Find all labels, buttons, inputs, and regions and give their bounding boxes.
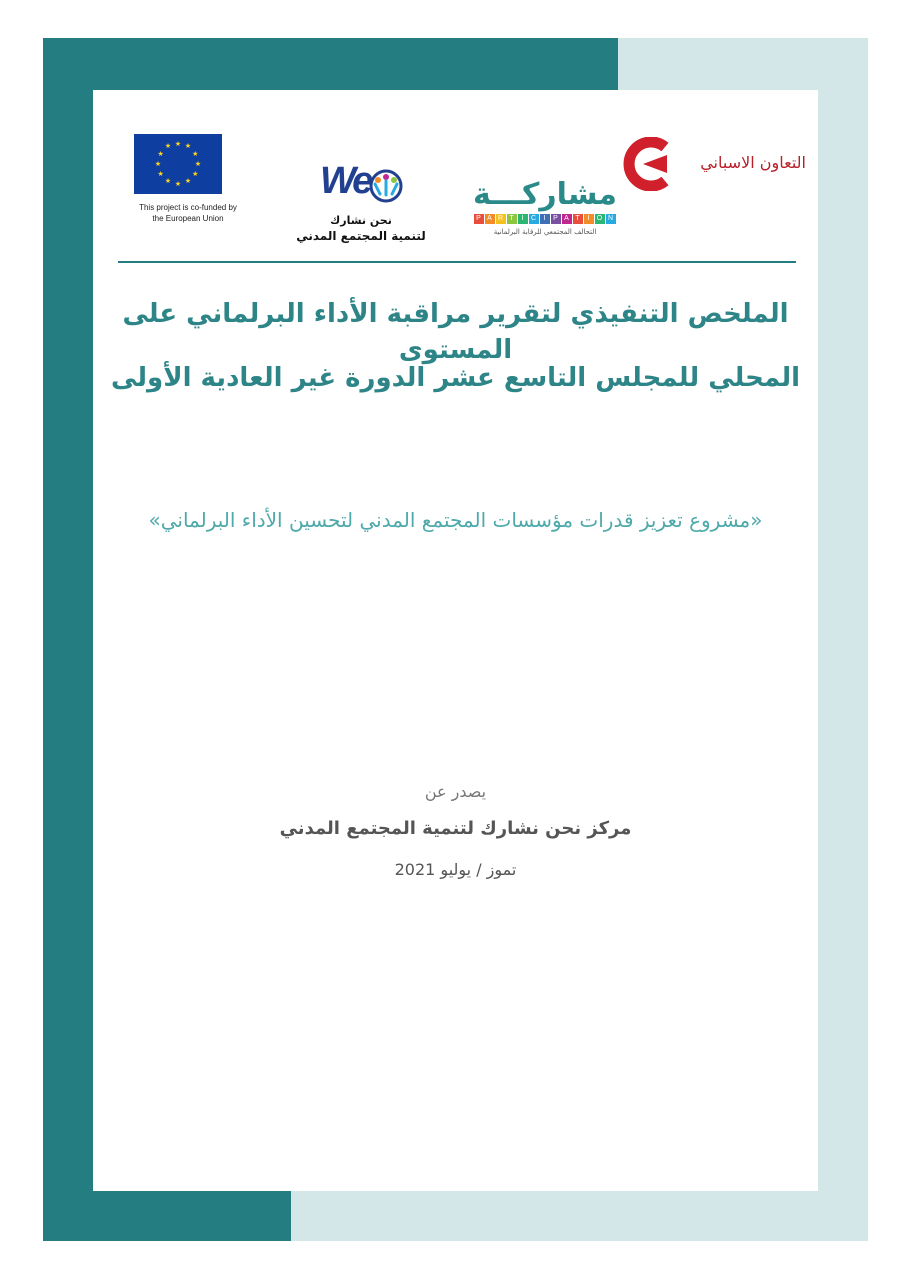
participation-letter: A: [562, 214, 572, 224]
participation-letter: N: [606, 214, 616, 224]
musharaka-logo: [465, 178, 625, 236]
eu-caption-line1: This project is co-funded by: [139, 203, 237, 212]
eu-caption-line2: the European Union: [152, 214, 224, 223]
eu-star-icon: ★: [174, 179, 182, 188]
participation-letter: T: [573, 214, 583, 224]
eu-star-icon: ★: [154, 159, 162, 168]
participation-letter: A: [485, 214, 495, 224]
eu-logo: [118, 134, 258, 224]
issuer-name: مركز نحن نشارك لتنمية المجتمع المدني: [279, 818, 632, 839]
frame-band-bottom-light: [291, 1191, 868, 1241]
header-divider: [118, 261, 796, 263]
frame-band-left-dark: [43, 38, 93, 1241]
report-title-line1: الملخص التنفيذي لتقرير مراقبة الأداء البرلماني على المستوى: [122, 299, 789, 365]
participation-letter: O: [595, 214, 605, 224]
eu-star-icon: ★: [157, 149, 164, 158]
eu-star-icon: ★: [192, 149, 199, 158]
issued-by-label: يصدر عن: [424, 782, 487, 801]
eu-caption: [118, 202, 258, 224]
people-icon: [366, 168, 406, 204]
we-mark-text: We: [320, 160, 371, 202]
cover-sheet: [93, 90, 818, 1191]
frame-band-top-dark: [43, 38, 618, 90]
eu-star-icon: ★: [157, 169, 164, 178]
publication-date: تموز / يوليو 2021: [394, 860, 517, 879]
frame-band-bottom-dark: [43, 1191, 291, 1241]
eu-star-icon: ★: [164, 142, 172, 151]
participation-letter: C: [529, 214, 539, 224]
we-mark: [316, 160, 406, 208]
report-title-line2: المحلي للمجلس التاسع عشر الدورة غير العادية الأولى: [110, 363, 800, 393]
participation-letter: I: [518, 214, 528, 224]
project-name: «مشروع تعزيز قدرات مؤسسات المجتمع المدني لتحسين الأداء البرلماني»: [148, 508, 763, 532]
eu-star-icon: ★: [184, 176, 192, 185]
eu-star-icon: ★: [184, 142, 192, 151]
eu-star-icon: ★: [174, 139, 182, 148]
we-name: نحن نشارك: [330, 214, 392, 227]
page-frame: [43, 38, 868, 1241]
participation-letter: I: [540, 214, 550, 224]
participation-letter: P: [551, 214, 561, 224]
frame-band-right-light: [818, 38, 868, 1241]
we-participate-logo: [281, 160, 441, 243]
participation-letter: I: [584, 214, 594, 224]
spanish-cooperation-logo: [621, 137, 806, 197]
eu-star-icon: ★: [194, 159, 202, 168]
spanish-cooperation-text: التعاون الاسباني: [700, 153, 806, 172]
eu-flag-icon: [134, 134, 222, 194]
eu-star-icon: ★: [164, 176, 172, 185]
spanish-cooperation-icon: [621, 137, 673, 191]
participation-letter: R: [496, 214, 506, 224]
we-subtitle: لتنمية المجتمع المدني: [296, 229, 426, 243]
musharaka-subtitle: التحالف المجتمعي للرقابة البرلمانية: [493, 228, 597, 236]
musharaka-title: مشاركـــة: [472, 177, 618, 212]
participation-letters: [465, 214, 625, 224]
participation-letter: P: [474, 214, 484, 224]
eu-star-icon: ★: [192, 169, 199, 178]
participation-letter: T: [507, 214, 517, 224]
